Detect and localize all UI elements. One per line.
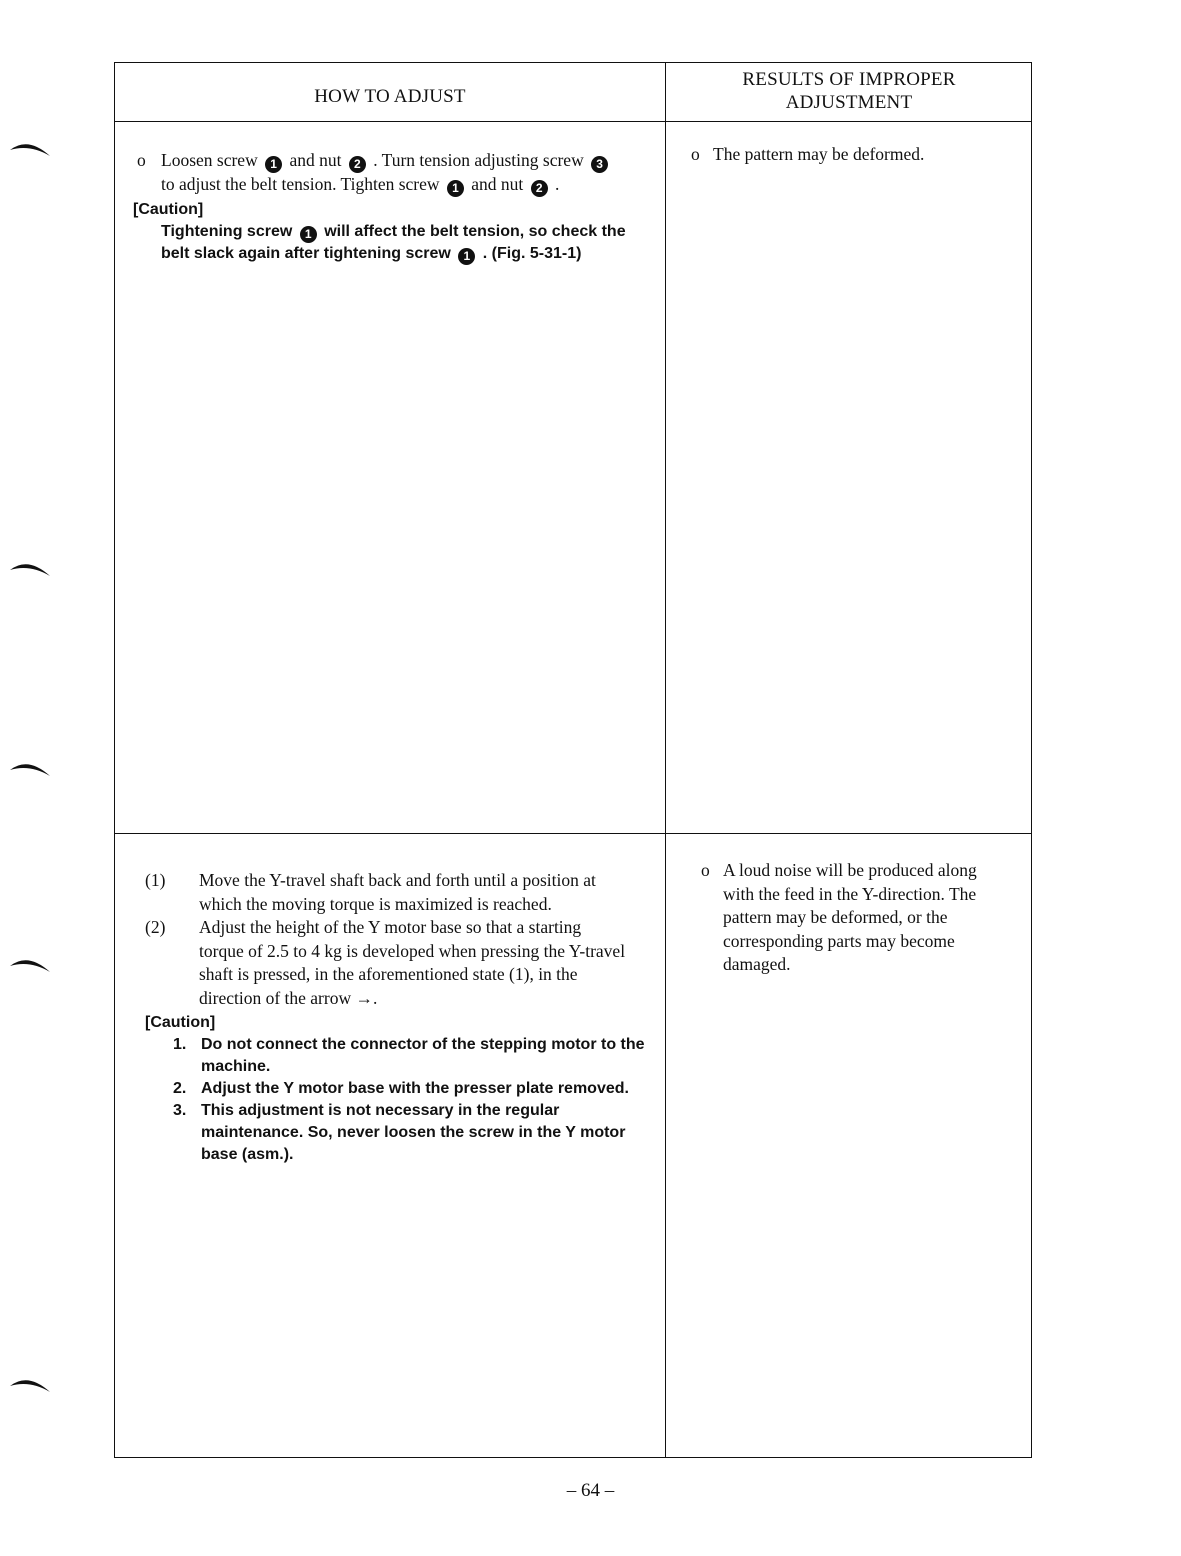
- step-item: [145, 916, 660, 1010]
- section2-instructions: [145, 869, 660, 1166]
- text: belt slack again after tightening screw: [161, 245, 451, 262]
- header-results-line2: ADJUSTMENT: [785, 92, 913, 113]
- text-line: direction of the arrow →.: [199, 987, 378, 1008]
- text: to adjust the belt tension. Tighten screw: [161, 174, 440, 194]
- text-line: torque of 2.5 to 4 kg is developed when pressing the Y-travel: [199, 940, 626, 961]
- text-line: Adjust the Y motor base with the presser plate removed.: [201, 1080, 629, 1097]
- caution-number: 1.: [173, 1036, 187, 1053]
- text-line: damaged.: [723, 954, 791, 974]
- section-divider: [115, 833, 1031, 834]
- step-number: (2): [145, 917, 166, 937]
- marker-3-icon: 3: [591, 156, 608, 173]
- text-line: machine.: [201, 1058, 271, 1075]
- text-line: shaft is pressed, in the aforementioned state (1), in the: [199, 964, 578, 984]
- bullet-mark: o: [701, 860, 710, 880]
- caution-label: [Caution]: [145, 1014, 216, 1031]
- text-line: maintenance. So, never loosen the screw in the Y motor: [201, 1124, 626, 1141]
- text-line: Adjust the height of the Y motor base so that a starting: [199, 917, 582, 937]
- column-divider: [665, 63, 666, 1457]
- text-line: Move the Y-travel shaft back and forth until a position at: [199, 870, 596, 890]
- text: . Turn tension adjusting screw: [373, 150, 584, 170]
- caution-number: 3.: [173, 1102, 187, 1119]
- caution-label: [Caution]: [133, 201, 204, 218]
- text-line: This adjustment is not necessary in the regular: [201, 1102, 560, 1119]
- caution-text: [137, 221, 657, 265]
- header-results-line1: RESULTS OF IMPROPER: [742, 69, 956, 90]
- marker-2-icon: 2: [349, 156, 366, 173]
- text: will affect the belt tension, so check the: [324, 223, 626, 240]
- step-item: [145, 869, 660, 916]
- header-how-to-adjust: HOW TO ADJUST: [314, 86, 466, 107]
- text-line: Do not connect the connector of the stepping motor to the: [201, 1036, 645, 1053]
- marker-1-icon: 1: [458, 248, 475, 265]
- caution-item: [145, 1078, 660, 1100]
- caution-number: 2.: [173, 1080, 187, 1097]
- text-line: which the moving torque is maximized is reached.: [199, 893, 552, 914]
- text: Loosen screw: [161, 150, 258, 170]
- marker-1-icon: 1: [300, 226, 317, 243]
- section1-instructions: [133, 149, 657, 265]
- marker-2-icon: 2: [531, 180, 548, 197]
- binder-hole-mark: [8, 556, 54, 578]
- step-number: (1): [145, 870, 166, 890]
- result-text: The pattern may be deformed.: [713, 144, 925, 164]
- adjustment-table: [114, 62, 1032, 1458]
- caution-item: [145, 1034, 660, 1078]
- marker-1-icon: 1: [447, 180, 464, 197]
- binder-hole-mark: [8, 1372, 54, 1394]
- text: .: [555, 174, 560, 194]
- header-results: [667, 68, 1031, 114]
- binder-hole-mark: [8, 952, 54, 974]
- caution-item: [145, 1100, 660, 1166]
- binder-hole-mark: [8, 756, 54, 778]
- page-number: – 64 –: [566, 1480, 615, 1501]
- text-line: corresponding parts may become: [723, 930, 955, 951]
- text-line: base (asm.).: [201, 1146, 294, 1163]
- text: and nut: [289, 150, 342, 170]
- bullet-mark: o: [137, 150, 146, 170]
- binder-hole-mark: [8, 136, 54, 158]
- section1-bullet-item: [137, 149, 657, 197]
- section2-result: [701, 859, 1043, 977]
- marker-1-icon: 1: [265, 156, 282, 173]
- bullet-mark: o: [691, 144, 700, 164]
- text: Tightening screw: [161, 223, 293, 240]
- text: and nut: [471, 174, 524, 194]
- header-divider: [115, 121, 1031, 122]
- text: . (Fig. 5-31-1): [482, 245, 582, 262]
- text-line: A loud noise will be produced along: [723, 860, 977, 880]
- section1-result: [691, 143, 1043, 167]
- text-line: with the feed in the Y-direction. The: [723, 883, 977, 904]
- text-line: pattern may be deformed, or the: [723, 907, 948, 927]
